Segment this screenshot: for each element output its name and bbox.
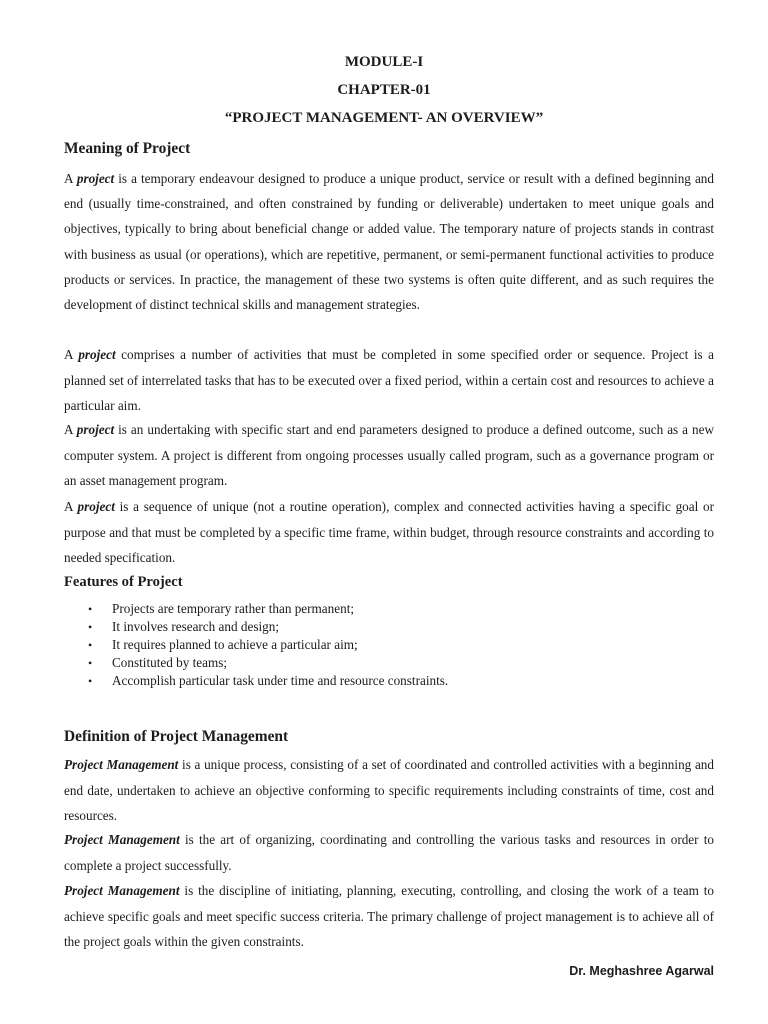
paragraph-lead-term: project [76, 422, 115, 437]
definition-paragraph [64, 752, 714, 829]
paragraph-prefix: A [64, 347, 79, 362]
list-item-text: Projects are temporary rather than permanent; [112, 601, 355, 616]
list-item [64, 600, 448, 618]
paragraph-lead-term: project [76, 171, 115, 186]
paragraph-lead-term: Project Management [64, 757, 179, 772]
bullet-icon: • [88, 656, 93, 670]
paragraph-text: is a unique process, consisting of a set of coordinated and controlled activities with a beginning and end date, undertaken to achieve an objective conforming to specific requirements including constraints of time, cost and resources. [64, 757, 714, 823]
features-heading: Features of Project [64, 574, 183, 590]
bullet-icon: • [88, 620, 93, 634]
module-heading: MODULE-I [344, 54, 424, 70]
list-item [64, 672, 448, 690]
list-item [64, 654, 448, 672]
bullet-icon: • [88, 638, 93, 652]
features-list [64, 600, 448, 690]
paragraph-text: is the discipline of initiating, planning, executing, controlling, and closing the work of a team to achieve specific goals and meet specific success criteria. The primary challenge of project management is to achieve all of the project goals within the given constraints. [64, 883, 715, 949]
list-item [64, 636, 448, 654]
meaning-heading: Meaning of Project [64, 140, 191, 157]
list-item-text: Constituted by teams; [112, 655, 228, 670]
paragraph-lead-term: project [78, 347, 116, 362]
meaning-paragraph [64, 494, 714, 571]
meaning-paragraph [64, 342, 714, 419]
document-title: “PROJECT MANAGEMENT- AN OVERVIEW” [224, 110, 544, 126]
paragraph-text: is a temporary endeavour designed to produce a unique product, service or result with a defined beginning and end (usually time-constrained, and often constrained by funding or deliverable) undertaken to meet unique goals and objectives, typically to bring about beneficial change or added value. The temporary nature of projects stands in contrast with business as usual (or operations), which are repetitive, permanent, or semi-permanent functional activities to produce products or services. In practice, the management of these two systems is often quite different, and as such requires the development of distinct technical skills and management strategies. [64, 171, 714, 313]
paragraph-prefix: A [64, 171, 77, 186]
paragraph-prefix: A [64, 499, 78, 514]
meaning-paragraph [64, 166, 714, 317]
definition-paragraph [64, 878, 714, 955]
list-item-text: It requires planned to achieve a particular aim; [112, 637, 358, 652]
chapter-heading: CHAPTER-01 [337, 82, 431, 98]
paragraph-text: is the art of organizing, coordinating and controlling the various tasks and resources in order to complete a project successfully. [64, 832, 714, 873]
list-item-text: Accomplish particular task under time and resource constraints. [112, 673, 449, 688]
paragraph-text: is a sequence of unique (not a routine operation), complex and connected activities having a specific goal or purpose and that must be completed by a specific time frame, within budget, through resource constraints and according to needed specification. [64, 499, 714, 565]
paragraph-text: is an undertaking with specific start and end parameters designed to produce a defined outcome, such as a new computer system. A project is different from ongoing processes usually called program, such as a governance program or an asset management program. [64, 422, 714, 488]
definition-paragraph [64, 827, 714, 878]
meaning-paragraph [64, 417, 714, 494]
paragraph-lead-term: project [77, 499, 115, 514]
paragraph-prefix: A [64, 422, 77, 437]
paragraph-text: comprises a number of activities that must be completed in some specified order or sequence. Project is a planned set of interrelated tasks that has to be executed over a fixed period, within a certain cost and resources to achieve a particular aim. [64, 347, 715, 413]
list-item [64, 618, 448, 636]
definition-heading: Definition of Project Management [64, 728, 289, 745]
paragraph-lead-term: Project Management [64, 832, 180, 847]
bullet-icon: • [88, 602, 93, 616]
bullet-icon: • [88, 674, 93, 688]
list-item-text: It involves research and design; [112, 619, 279, 634]
paragraph-lead-term: Project Management [64, 883, 180, 898]
author-signature: Dr. Meghashree Agarwal [569, 964, 714, 978]
